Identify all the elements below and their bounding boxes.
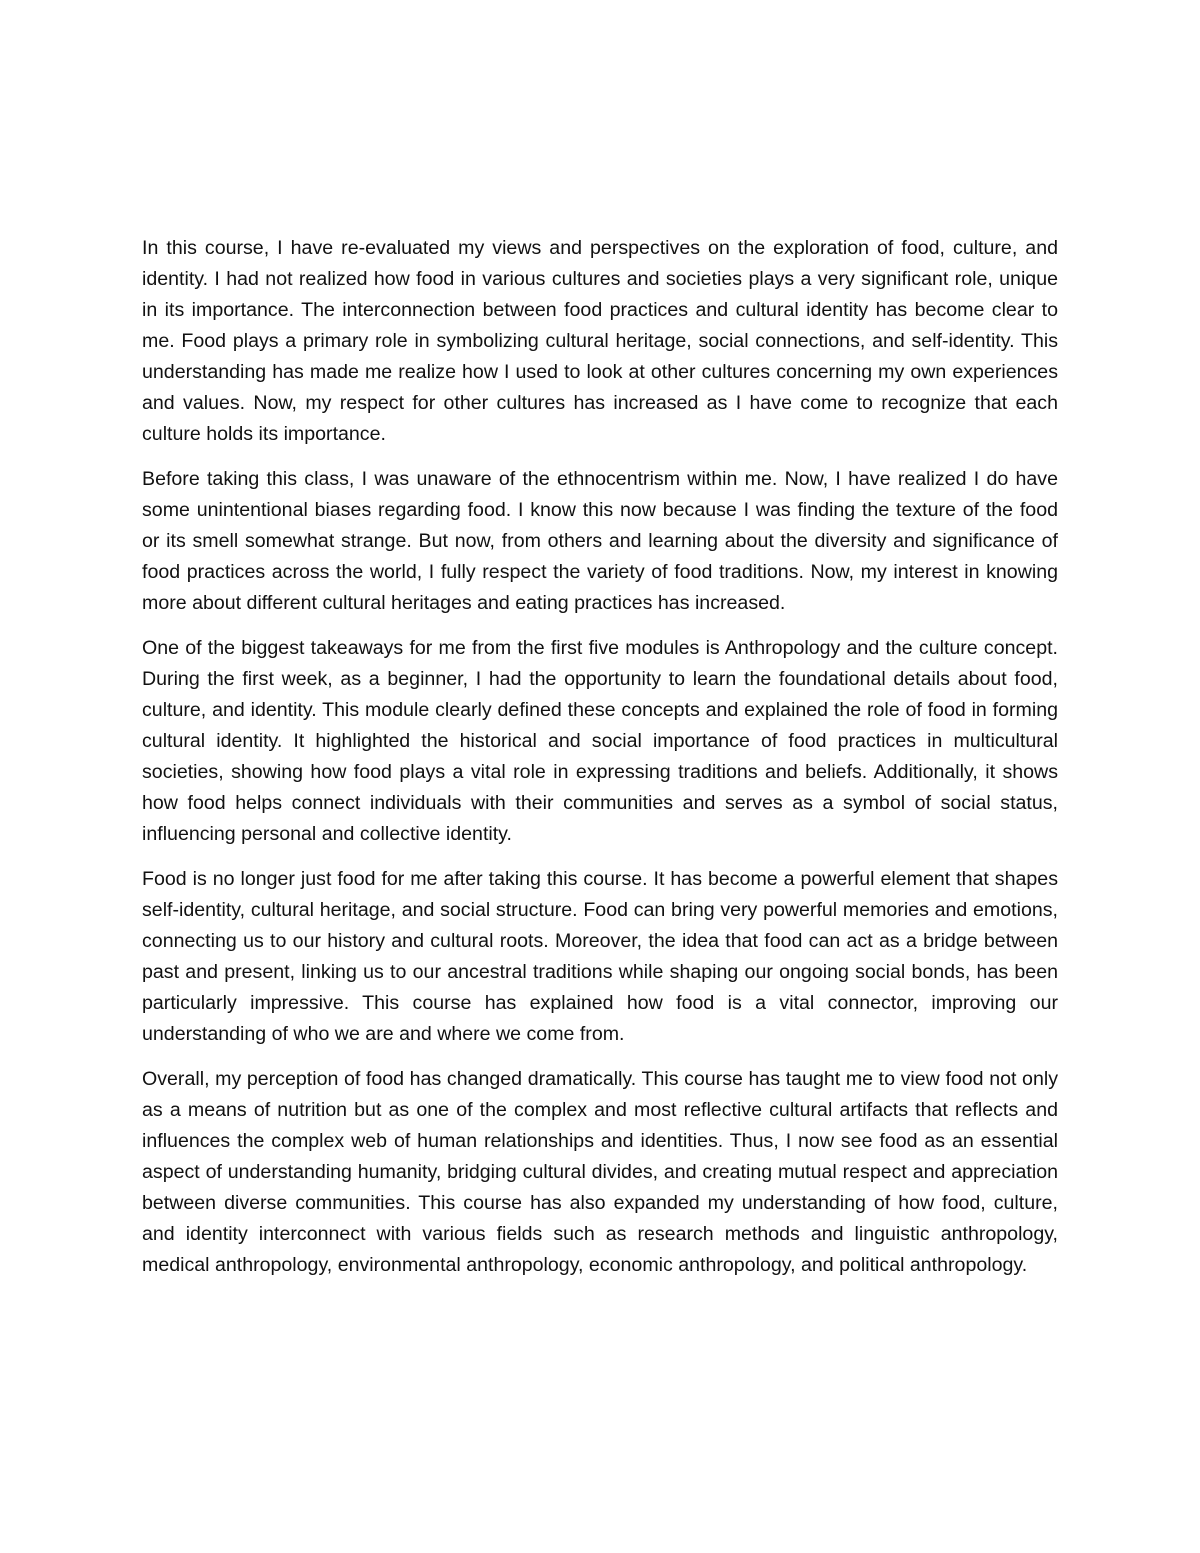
paragraph-1: In this course, I have re-evaluated my views and perspectives on the exploration of food, culture, and identity. I had not realized how food in various cultures and societies plays a very significant role, unique in its importance. The interconnection between food practices and cultural identity has become clear to me. Food plays a primary role in symbolizing cultural heritage, social connections, and self-identity. This understanding has made me realize how I used to look at other cultures concerning my own experiences and values. Now, my respect for other cultures has increased as I have come to recognize that each culture holds its importance. (142, 237, 1058, 445)
document-body (142, 233, 1058, 1295)
paragraph-3: One of the biggest takeaways for me from the first five modules is Anthropology and the culture concept. During the first week, as a beginner, I had the opportunity to learn the foundational details about food, culture, and identity. This module clearly defined these concepts and explained the role of food in forming cultural identity. It highlighted the historical and social importance of food practices in multicultural societies, showing how food plays a vital role in expressing traditions and beliefs. Additionally, it shows how food helps connect individuals with their communities and serves as a symbol of social status, influencing personal and collective identity. (142, 637, 1058, 845)
paragraph-5: Overall, my perception of food has changed dramatically. This course has taught me to view food not only as a means of nutrition but as one of the complex and most reflective cultural artifacts that reflects and influences the complex web of human relationships and identities. Thus, I now see food as an essential aspect of understanding humanity, bridging cultural divides, and creating mutual respect and appreciation between diverse communities. This course has also expanded my understanding of how food, culture, and identity interconnect with various fields such as research methods and linguistic anthropology, medical anthropology, environmental anthropology, economic anthropology, and political anthropology. (142, 1068, 1058, 1276)
paragraph-2: Before taking this class, I was unaware of the ethnocentrism within me. Now, I have realized I do have some unintentional biases regarding food. I know this now because I was finding the texture of the food or its smell somewhat strange. But now, from others and learning about the diversity and significance of food practices across the world, I fully respect the variety of food traditions. Now, my interest in knowing more about different cultural heritages and eating practices has increased. (142, 468, 1058, 614)
paragraph-4: Food is no longer just food for me after taking this course. It has become a powerful element that shapes self-identity, cultural heritage, and social structure. Food can bring very powerful memories and emotions, connecting us to our history and cultural roots. Moreover, the idea that food can act as a bridge between past and present, linking us to our ancestral traditions while shaping our ongoing social bonds, has been particularly impressive. This course has explained how food is a vital connector, improving our understanding of who we are and where we come from. (142, 868, 1058, 1045)
